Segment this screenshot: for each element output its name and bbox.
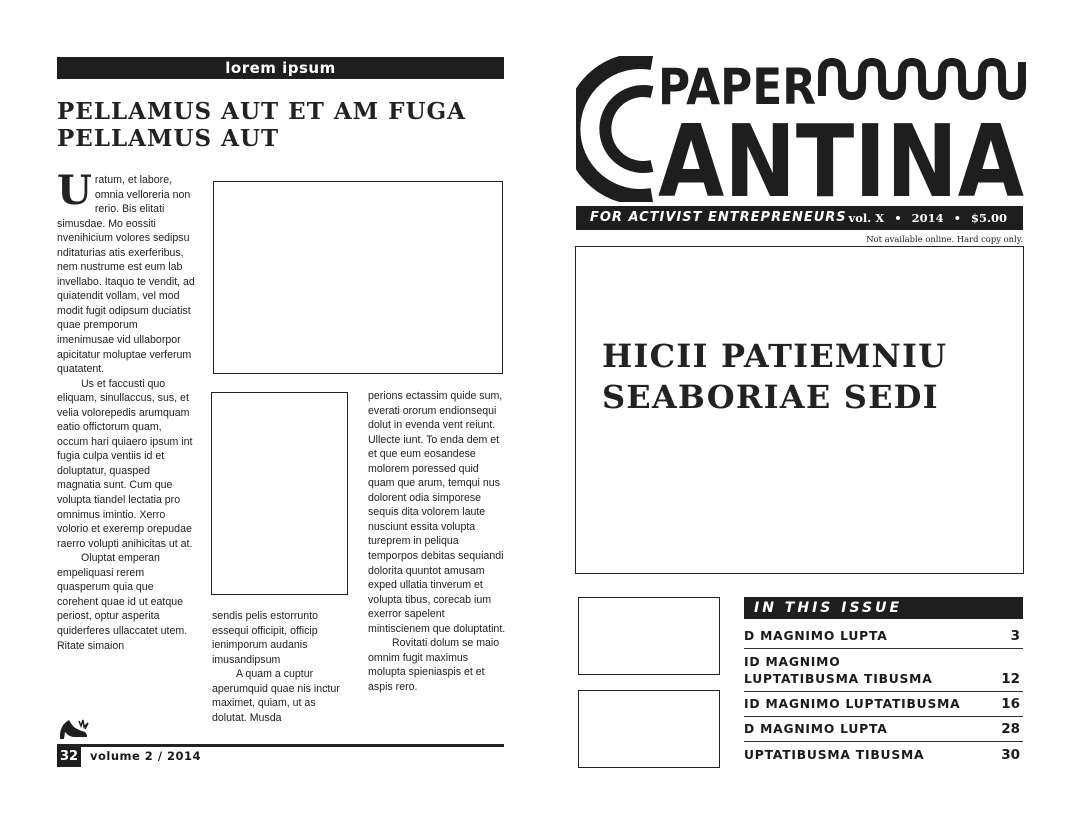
- logo-word-paper: PAPER: [658, 58, 816, 116]
- headline-line-1: PELLAMUS AUT ET AM FUGA: [57, 98, 467, 125]
- column-3-paragraph-2: Rovitati dolum se maio omnim fugit maximus molupta spieniaspis et et aspis rero.: [368, 637, 500, 693]
- table-of-contents: [744, 623, 1023, 767]
- issue-info: [843, 206, 1007, 230]
- column-1-paragraph-2: Us et faccusti quo eliquam, sinullaccus, sus, et velia volorepedis arumquam eatio offictorum quam, occum hari quiaero ipsum int fugia culpa ventiis id et doluptatur, quasped magnatia sunt. Cum que volupta tiandel lectatia pro omnimus imintio. Xerro volorio et exeremp orepudae raerro volupti anihicitas ut at.: [57, 377, 193, 550]
- high-heel-icon: [57, 712, 91, 742]
- drop-cap: U: [57, 167, 92, 214]
- section-label: lorem ipsum: [225, 59, 336, 77]
- article-headline: [57, 98, 507, 152]
- toc-item-title-line-1: ID MAGNIMO: [744, 655, 841, 669]
- logo-word-antina: ANTINA: [658, 103, 1024, 202]
- cover-headline-line-2: SEABORIAE SEDI: [602, 378, 939, 416]
- toc-item[interactable]: [744, 692, 1023, 717]
- image-placeholder-large: [213, 181, 503, 374]
- toc-item-title: D MAGNIMO LUPTA: [744, 629, 888, 643]
- toc-item-page: 16: [1001, 696, 1020, 712]
- toc-item-page: 3: [1010, 628, 1020, 644]
- headline-line-2: PELLAMUS AUT: [57, 125, 280, 152]
- toc-item-title: ID MAGNIMO LUPTATIBUSMA: [744, 697, 961, 711]
- issue-year: 2014: [911, 211, 944, 225]
- toc-item[interactable]: [744, 742, 1023, 767]
- image-placeholder-tall: [211, 392, 348, 595]
- toc-item[interactable]: [744, 717, 1023, 742]
- toc-item-page: 30: [1001, 747, 1020, 763]
- cover-headline: [602, 336, 1002, 418]
- section-label-bar: [57, 57, 504, 79]
- cover-headline-line-1: HICII PATIEMNIU: [602, 337, 948, 375]
- volume-label: volume 2 / 2014: [90, 749, 202, 763]
- article-column-3: [368, 389, 506, 694]
- toc-item-title: D MAGNIMO LUPTA: [744, 722, 888, 736]
- tagline: FOR ACTIVIST ENTREPRENEURS: [590, 210, 847, 225]
- page-number: 32: [57, 747, 81, 767]
- column-1-paragraph-3: Oluptat emperan empeliquasi rerem quasperum quia que corehent quae id ut eatque periost, optur asperita quiderferes ullaccatet utem. Ritate simaion: [57, 552, 188, 652]
- paper-cantina-logo: [576, 56, 1026, 202]
- availability-notice: Not available online. Hard copy only.: [866, 234, 1023, 244]
- column-1-paragraph-1: ratum, et labore, omnia velloreria non rerio. Bis elitati simusdae. Mo eossiti nvenihicium volores sedipsu nditaturias atis exerferibus, nem nustrume est eum lab invellabo. Itaquo te vendit, ad quiatendit vollam, vel mod modit fugit odipsum duciatist quae premporum imenimusae vid ullaborpor apicitatur moluptae verferum quatatent.: [57, 174, 195, 376]
- column-2-paragraph-2: A quam a cuptur aperumquid quae nis inctur maximet, quiam, ut as dolutat. Musda: [212, 668, 340, 724]
- article-column-1: [57, 167, 195, 653]
- toc-item-title: [744, 654, 933, 688]
- issue-price: $5.00: [970, 211, 1007, 225]
- thumbnail-placeholder-1: [578, 597, 720, 675]
- bullet-separator: •: [894, 211, 902, 225]
- toc-item-title-line-2: LUPTATIBUSMA TIBUSMA: [744, 672, 933, 686]
- footer-rule: [57, 744, 504, 747]
- issue-volume: vol. X: [848, 211, 885, 225]
- column-2-paragraph-1: sendis pelis estorrunto essequi officipit, officip ienimporum audanis imusandipsum: [212, 610, 318, 666]
- masthead-bar: [576, 206, 1023, 230]
- thumbnail-placeholder-2: [578, 690, 720, 768]
- toc-item-page: 12: [1001, 671, 1020, 687]
- column-3-paragraph-1: perions ectassim quide sum, everati ororum endionsequi dolut in evenda vent reiunt. Ullecte iunt. To enda dem et et que eum eosandese molorem poressed quid quam que arum, temqui nus dolorent odia simporese sequis dita volorem laute nusciunt essita volupta tureprem in peliqua temporpos debitas sequiandi dolorita quuntot amusam exped ullatia tinverum et volupta tibus, corecab ium exerror sapelent mintiscienem que doluptatint.: [368, 390, 506, 635]
- bullet-separator: •: [953, 211, 961, 225]
- toc-item-title: UPTATIBUSMA TIBUSMA: [744, 748, 925, 762]
- toc-item[interactable]: [744, 649, 1023, 692]
- toc-header: IN THIS ISSUE: [744, 597, 1023, 619]
- article-column-2: [212, 609, 352, 725]
- toc-item-page: 28: [1001, 721, 1020, 737]
- toc-item[interactable]: [744, 623, 1023, 649]
